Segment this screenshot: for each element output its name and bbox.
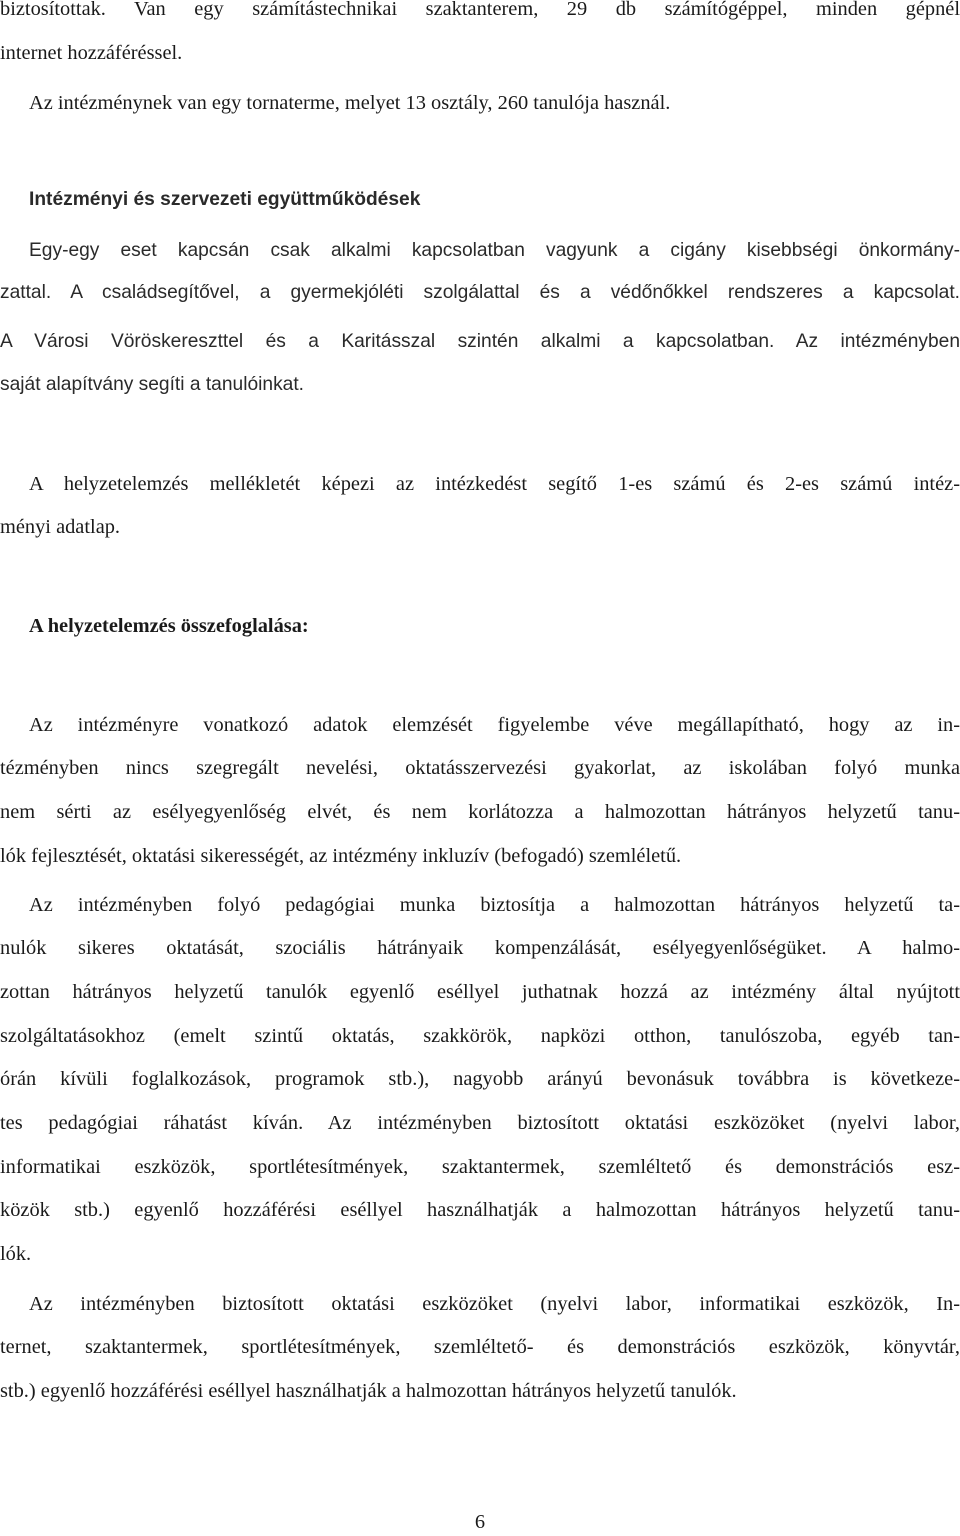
- body-text-line: ternet, szaktantermek, sportlétesítmények, szemléltető- és demonstrációs eszközök, könyvtár,: [0, 1336, 960, 1358]
- body-text-line: órán kívüli foglalkozások, programok stb.), nagyobb arányú bevonásuk továbbra is következe-: [0, 1068, 960, 1090]
- body-text-line: zottan hátrányos helyzetű tanulók egyenlő eséllyel juthatnak hozzá az intézmény által nyújtott: [0, 981, 960, 1003]
- body-text-line: nem sérti az esélyegyenlőség elvét, és nem korlátozza a halmozottan hátrányos helyzetű tanu-: [0, 801, 960, 823]
- body-text-line: internet hozzáféréssel.: [0, 42, 183, 64]
- body-text-line: Az intézményben biztosított oktatási eszközöket (nyelvi labor, informatikai eszközök, In-: [29, 1293, 960, 1315]
- body-text-line: Az intézményben folyó pedagógiai munka biztosítja a halmozottan hátrányos helyzetű ta-: [29, 894, 960, 916]
- section-heading: A helyzetelemzés összefoglalása:: [29, 615, 309, 637]
- body-text-line: biztosítottak. Van egy számítástechnikai szaktanterem, 29 db számítógéppel, minden gépnél: [0, 0, 960, 20]
- body-text-line: közök stb.) egyenlő hozzáférési eséllyel használhatják a halmozottan hátrányos helyzetű tanu-: [0, 1199, 960, 1221]
- body-text-line: ményi adatlap.: [0, 516, 121, 538]
- body-text-line: tézményben nincs szegregált nevelési, oktatásszervezési gyakorlat, az iskolában folyó munka: [0, 757, 960, 779]
- body-text-line: lók.: [0, 1243, 32, 1265]
- section-heading: Intézményi és szervezeti együttműködések: [29, 189, 421, 210]
- body-text-line: informatikai eszközök, sportlétesítmények, szaktantermek, szemléltető és demonstrációs esz-: [0, 1156, 960, 1178]
- body-text-line: szolgáltatásokhoz (emelt szintű oktatás, szakkörök, napközi otthon, tanulószoba, egyéb tan-: [0, 1025, 960, 1047]
- body-text-line: Az intézményre vonatkozó adatok elemzését figyelembe véve megállapítható, hogy az in-: [29, 714, 960, 736]
- body-text-line: Egy-egy eset kapcsán csak alkalmi kapcsolatban vagyunk a cigány kisebbségi önkormány-: [29, 240, 960, 261]
- body-text-line: A Városi Vöröskereszttel és a Karitásszal szintén alkalmi a kapcsolatban. Az intézményben: [0, 331, 960, 352]
- body-text-line: nulók sikeres oktatását, szociális hátrányaik kompenzálását, esélyegyenlőségüket. A halmo-: [0, 937, 960, 959]
- body-text-line: lók fejlesztését, oktatási sikerességét, az intézmény inkluzív (befogadó) szemléletű.: [0, 845, 682, 867]
- body-text-line: saját alapítvány segíti a tanulóinkat.: [0, 374, 304, 395]
- body-text-line: Az intézménynek van egy tornaterme, melyet 13 osztály, 260 tanulója használ.: [29, 92, 671, 114]
- body-text-line: A helyzetelemzés mellékletét képezi az intézkedést segítő 1-es számú és 2-es számú intéz-: [29, 473, 960, 495]
- page-number: 6: [474, 1511, 486, 1533]
- body-text-line: stb.) egyenlő hozzáférési eséllyel használhatják a halmozottan hátrányos helyzetű tanulók.: [0, 1380, 737, 1402]
- body-text-line: zattal. A családsegítővel, a gyermekjóléti szolgálattal és a védőnőkkel rendszeres a kapcsolat.: [0, 282, 960, 303]
- body-text-line: tes pedagógiai ráhatást kíván. Az intézményben biztosított oktatási eszközöket (nyelvi labor,: [0, 1112, 960, 1134]
